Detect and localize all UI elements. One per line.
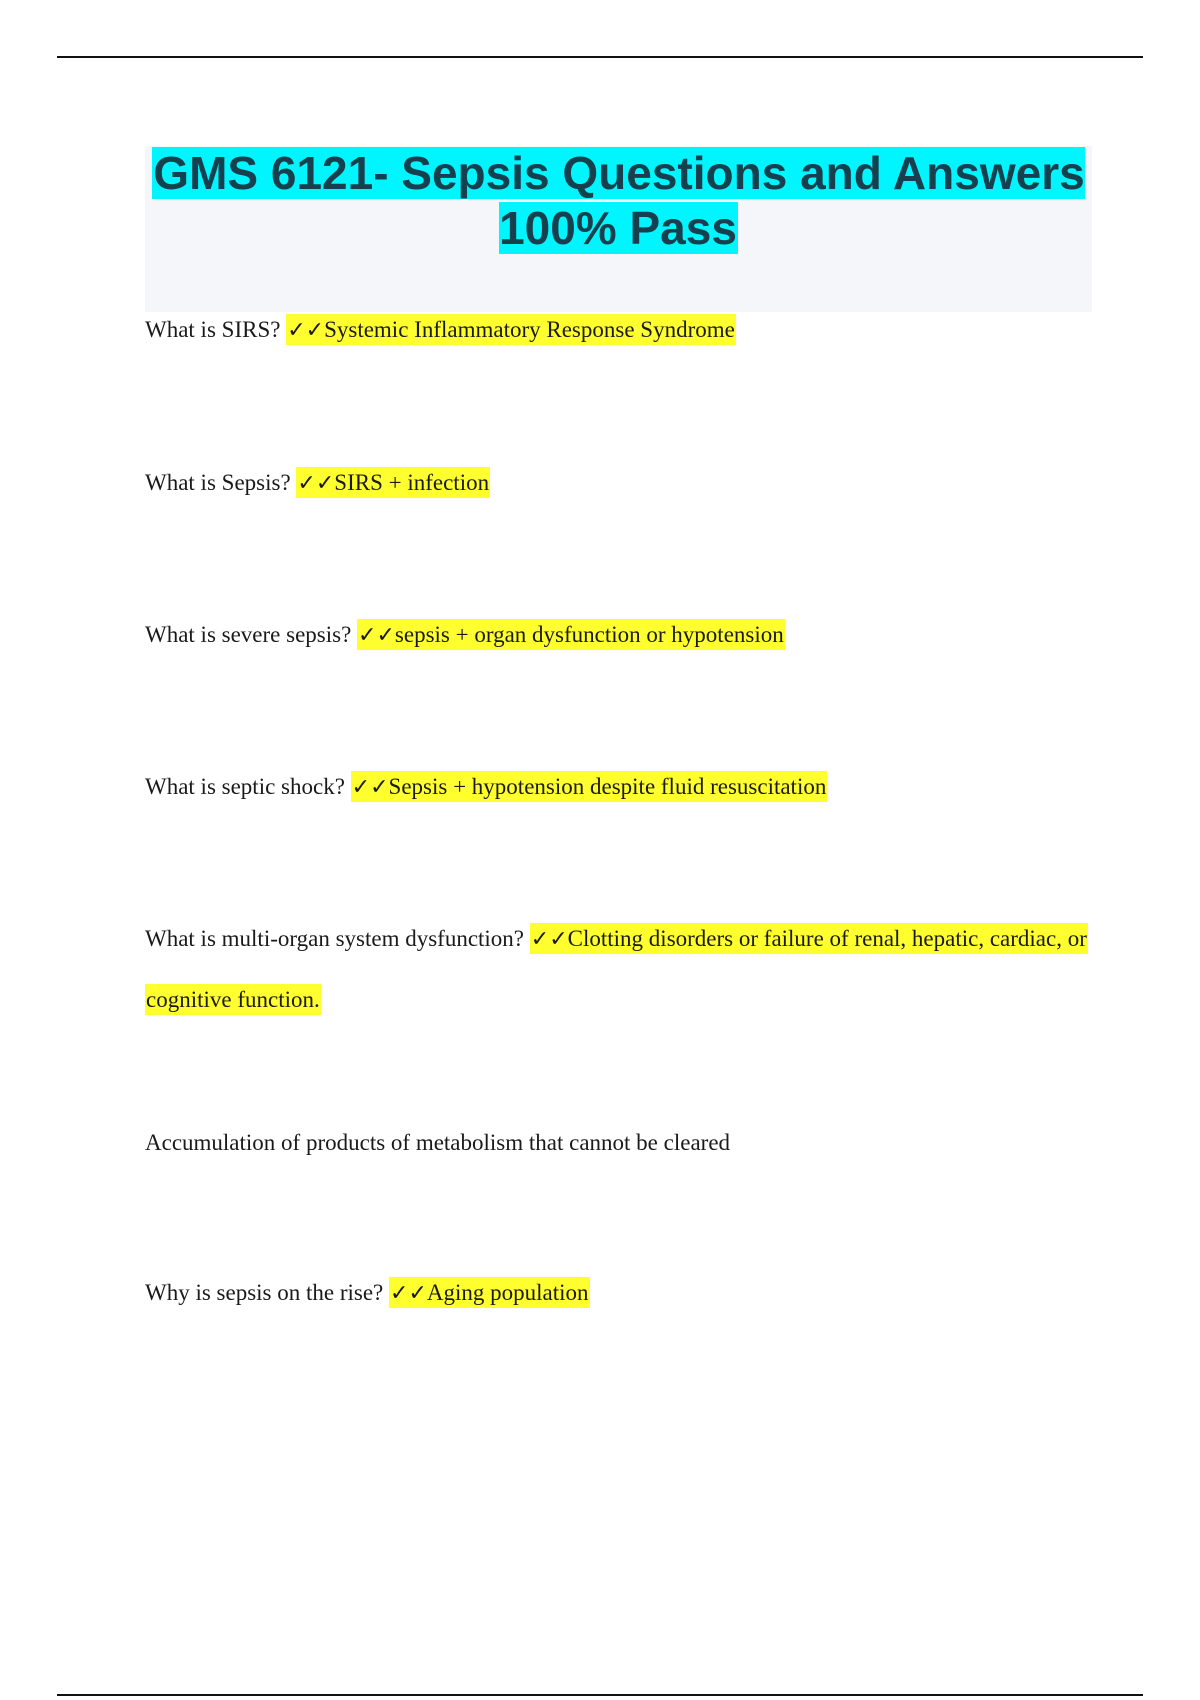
qa-item-sepsis-rise (145, 1263, 1105, 1324)
double-check-icon: ✓✓ (297, 471, 335, 496)
qa-item-multi-organ (145, 909, 1105, 1030)
bottom-rule (57, 1694, 1143, 1696)
plain-statement (145, 1113, 1105, 1173)
qa-item-sepsis (145, 453, 1105, 514)
answer-highlight (351, 771, 828, 802)
answer-highlight (389, 1277, 590, 1308)
double-check-icon: ✓✓ (358, 623, 395, 648)
document-title-text: GMS 6121- Sepsis Questions and Answers 100% Pass (153, 147, 1085, 254)
document-title (145, 146, 1092, 256)
answer-text: Sepsis + hypotension despite fluid resuscitation (388, 774, 827, 799)
answer-highlight (296, 467, 490, 498)
question-text: Why is sepsis on the rise? (145, 1280, 384, 1305)
question-text: What is Sepsis? (145, 470, 291, 495)
qa-item-severe-sepsis (145, 605, 1105, 666)
top-rule (57, 56, 1143, 58)
double-check-icon: ✓✓ (390, 1281, 427, 1306)
question-text: What is severe sepsis? (145, 622, 352, 647)
qa-item-sirs (145, 300, 1105, 361)
question-text: What is septic shock? (145, 774, 345, 799)
double-check-icon: ✓✓ (287, 318, 325, 343)
qa-item-septic-shock (145, 757, 1105, 818)
double-check-icon: ✓✓ (530, 927, 568, 952)
answer-text: sepsis + organ dysfunction or hypotension (394, 622, 784, 647)
question-text: What is multi-organ system dysfunction? (145, 926, 525, 951)
title-banner (145, 146, 1092, 312)
answer-highlight (286, 314, 736, 345)
statement-text: Accumulation of products of metabolism that cannot be cleared (145, 1130, 731, 1155)
answer-text: Clotting disorders or failure of renal, hepatic, cardiac, or cognitive function. (146, 926, 1087, 1012)
answer-text: Aging population (426, 1280, 589, 1305)
answer-highlight (357, 619, 785, 650)
answer-text: Systemic Inflammatory Response Syndrome (324, 317, 735, 342)
double-check-icon: ✓✓ (351, 775, 389, 800)
answer-text: SIRS + infection (334, 470, 490, 495)
question-text: What is SIRS? (145, 317, 281, 342)
